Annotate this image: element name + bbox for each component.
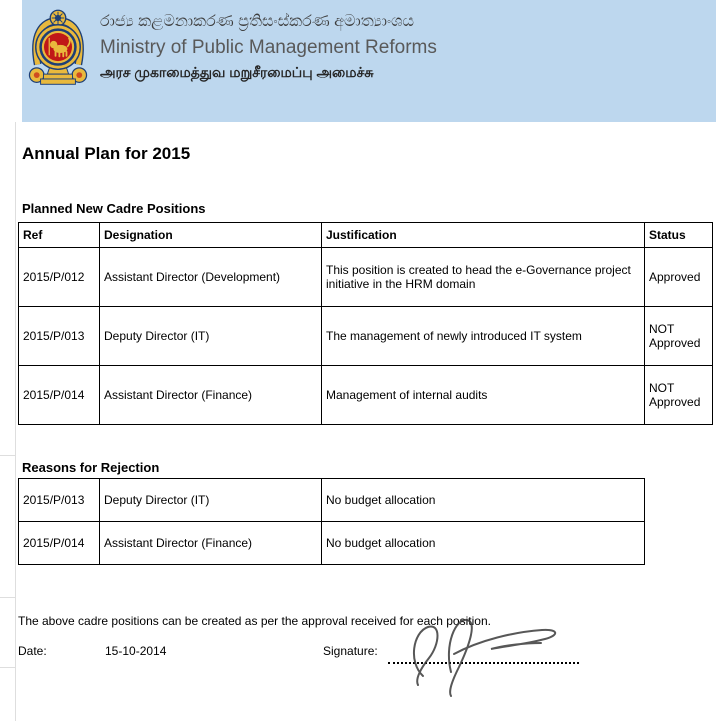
ref-cell: 2015/P/013 xyxy=(19,307,100,366)
reason-cell: No budget allocation xyxy=(322,479,645,522)
rejections-table xyxy=(18,478,645,565)
ministry-name-english: Ministry of Public Management Reforms xyxy=(100,37,437,58)
designation-cell: Assistant Director (Finance) xyxy=(100,366,322,425)
rejections-heading: Reasons for Rejection xyxy=(22,460,160,475)
status-cell: NOT Approved xyxy=(645,366,713,425)
table-row xyxy=(19,366,713,425)
designation-cell: Deputy Director (IT) xyxy=(100,307,322,366)
justification-cell: The management of newly introduced IT system xyxy=(322,307,645,366)
ministry-name-sinhala: රාජ්‍ය කළමනාකරණ ප්‍රතිසංස්කරණ අමාත්‍යාංශය xyxy=(100,13,414,30)
column-header-justification: Justification xyxy=(322,223,645,248)
signature-scribble xyxy=(396,612,566,698)
reason-cell: No budget allocation xyxy=(322,522,645,565)
table-row xyxy=(19,248,713,307)
ref-cell: 2015/P/013 xyxy=(19,479,100,522)
gridline-vertical xyxy=(15,122,16,721)
designation-cell: Assistant Director (Development) xyxy=(100,248,322,307)
column-header-status: Status xyxy=(645,223,713,248)
table-row xyxy=(19,522,645,565)
ref-cell: 2015/P/014 xyxy=(19,522,100,565)
planned-positions-table xyxy=(18,222,713,425)
document-title: Annual Plan for 2015 xyxy=(22,144,191,163)
designation-cell: Deputy Director (IT) xyxy=(100,479,322,522)
status-cell: NOT Approved xyxy=(645,307,713,366)
justification-cell: Management of internal audits xyxy=(322,366,645,425)
table-header-row xyxy=(19,223,713,248)
date-label: Date: xyxy=(18,644,47,658)
gridline-tick xyxy=(0,667,15,668)
ref-cell: 2015/P/012 xyxy=(19,248,100,307)
planned-positions-heading: Planned New Cadre Positions xyxy=(22,201,206,216)
column-header-ref: Ref xyxy=(19,223,100,248)
ministry-header-band xyxy=(22,0,716,122)
designation-cell: Assistant Director (Finance) xyxy=(100,522,322,565)
date-value: 15-10-2014 xyxy=(105,644,167,658)
ministry-name-tamil: அரச முகாமைத்துவ மறுசீரமைப்பு அமைச்சு xyxy=(100,64,374,80)
status-cell: Approved xyxy=(645,248,713,307)
gridline-tick xyxy=(0,455,15,456)
ref-cell: 2015/P/014 xyxy=(19,366,100,425)
gridline-tick xyxy=(0,597,15,598)
approval-note: The above cadre positions can be created as per the approval received for each position. xyxy=(18,614,491,628)
table-row xyxy=(19,479,645,522)
justification-cell: This position is created to head the e-Governance project initiative in the HRM domain xyxy=(322,248,645,307)
table-row xyxy=(19,307,713,366)
column-header-designation: Designation xyxy=(100,223,322,248)
signature-label: Signature: xyxy=(323,644,378,658)
sri-lanka-emblem-logo xyxy=(28,7,88,89)
